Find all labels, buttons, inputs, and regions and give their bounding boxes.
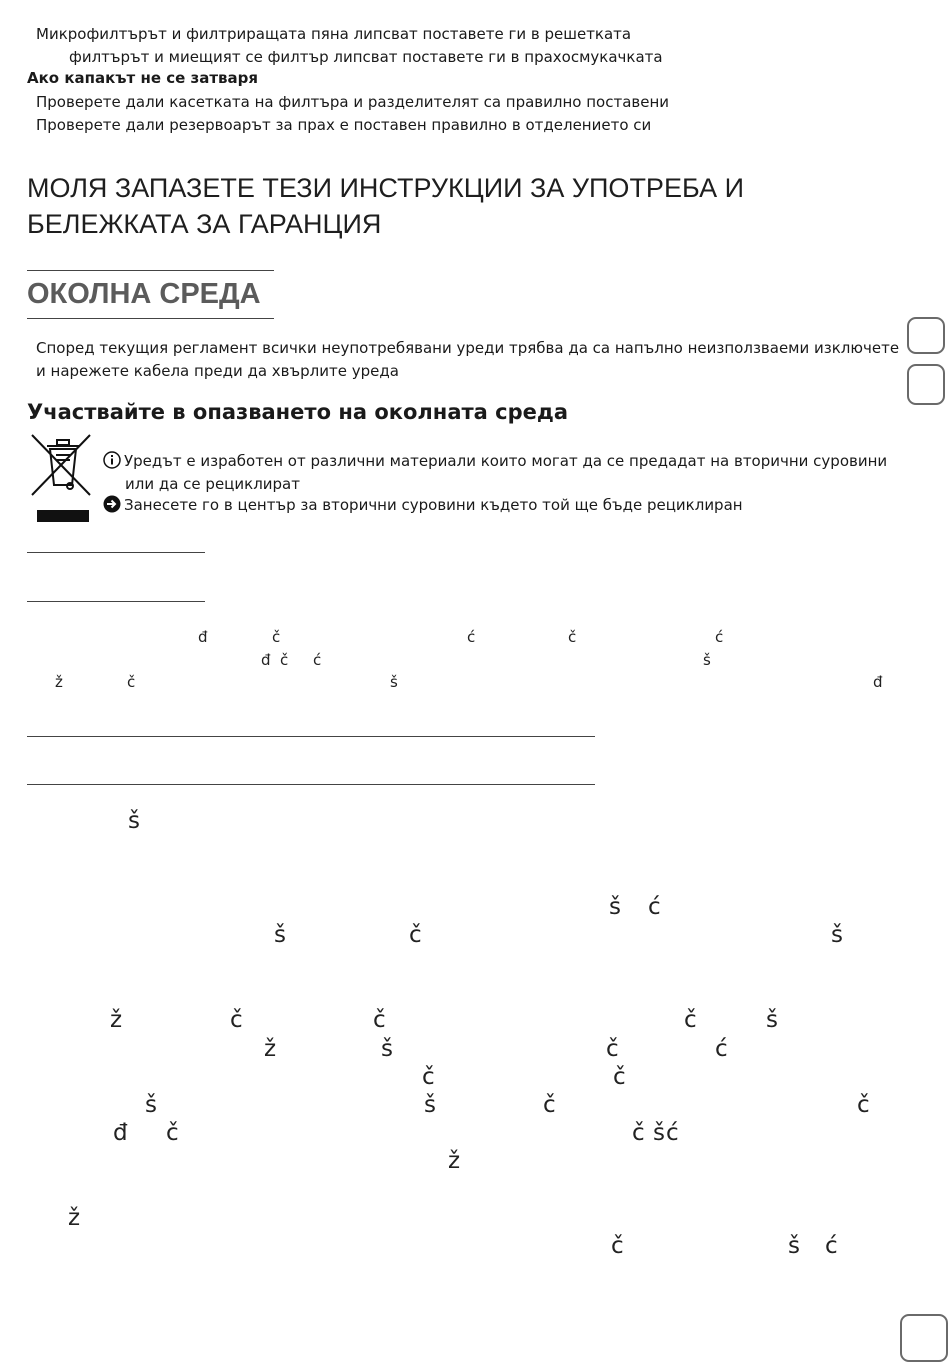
stray-glyph: č	[272, 628, 281, 646]
stray-glyph: č	[422, 1064, 435, 1090]
stray-glyph: ć	[825, 1233, 838, 1259]
stray-glyph: ć	[715, 628, 724, 646]
stray-glyph: ć	[648, 894, 661, 920]
env-title-rule-top	[27, 270, 274, 271]
stray-glyph: đ	[113, 1120, 128, 1146]
stray-glyph: č	[857, 1092, 870, 1118]
recycling-item-2	[103, 494, 743, 519]
stray-glyph: ž	[110, 1007, 123, 1033]
stray-glyph: š	[128, 808, 140, 834]
crossed-out-wheelie-bin-icon	[28, 433, 94, 525]
stray-glyph: š	[390, 673, 398, 691]
troubleshoot-line-3: Проверете дали касетката на филтъра и разделителят са правилно поставени	[36, 93, 670, 111]
stray-glyph: š	[381, 1036, 393, 1062]
stray-glyph: ć	[666, 1120, 679, 1146]
stray-glyph: č	[166, 1120, 179, 1146]
stray-glyph: ć	[715, 1036, 728, 1062]
stray-glyph: š	[145, 1092, 157, 1118]
stray-glyph: č	[606, 1036, 619, 1062]
stray-glyph: č	[543, 1092, 556, 1118]
stray-glyph: ž	[68, 1205, 81, 1231]
regulation-para-line-2: и нарежете кабела преди да хвърлите уреда	[36, 362, 399, 380]
stray-glyph: đ	[198, 628, 208, 646]
environment-title: ОКОЛНА СРЕДА	[27, 278, 261, 310]
page-number-box[interactable]	[900, 1314, 948, 1362]
stray-glyph: ć	[467, 628, 476, 646]
circled-arrow-right-icon	[103, 495, 121, 519]
stray-glyph: ž	[55, 673, 63, 691]
stray-glyph: š	[609, 894, 621, 920]
stray-glyph: ž	[448, 1148, 461, 1174]
page-tab[interactable]	[907, 364, 945, 405]
stray-glyph: č	[230, 1007, 243, 1033]
stray-glyph: č	[373, 1007, 386, 1033]
troubleshoot-line-4: Проверете дали резервоарът за прах е поставен правилно в отделението си	[36, 116, 652, 134]
recycling-item-1	[103, 450, 887, 475]
stray-glyph: č	[409, 922, 422, 948]
stray-glyph: č	[632, 1120, 645, 1146]
stray-glyph: š	[766, 1007, 778, 1033]
lid-heading: Ако капакът не се затваря	[27, 69, 259, 87]
stray-glyph: ž	[264, 1036, 277, 1062]
stray-glyph: š	[653, 1120, 665, 1146]
stray-glyph: š	[703, 651, 711, 669]
stray-glyph: đ	[873, 673, 883, 691]
stray-glyph: ć	[313, 651, 322, 669]
stray-glyph: č	[611, 1233, 624, 1259]
env-title-rule-bottom	[27, 318, 274, 319]
stray-glyph: š	[424, 1092, 436, 1118]
page-tab[interactable]	[907, 317, 945, 354]
stray-glyph: đ	[261, 651, 271, 669]
stray-glyph: š	[788, 1233, 800, 1259]
divider	[27, 736, 595, 737]
recycling-item-2-text: Занесете го в център за вторични суровини където той ще бъде рециклиран	[124, 496, 743, 514]
keep-instructions-notice: МОЛЯ ЗАПАЗЕТЕ ТЕЗИ ИНСТРУКЦИИ ЗА УПОТРЕБА И БЕЛЕЖКАТА ЗА ГАРАНЦИЯ	[27, 173, 744, 239]
stray-glyph: č	[280, 651, 289, 669]
troubleshoot-line-1: Микрофилтърът и филтриращата пяна липсват поставете ги в решетката	[36, 25, 632, 43]
stray-glyph: č	[127, 673, 136, 691]
stray-glyph: č	[568, 628, 577, 646]
divider	[27, 601, 205, 602]
recycling-item-1-line-2: или да се рециклират	[125, 475, 300, 493]
stray-glyph: č	[613, 1064, 626, 1090]
troubleshoot-line-2: филтърът и миещият се филтър липсват поставете ги в прахосмукачката	[69, 48, 663, 66]
divider	[27, 552, 205, 553]
divider	[27, 784, 595, 785]
stray-glyph: č	[684, 1007, 697, 1033]
regulation-para-line-1: Според текущия регламент всички неупотребявани уреди трябва да са напълно неизползваеми изключете	[36, 339, 900, 357]
info-circle-icon	[103, 451, 121, 475]
recycling-item-1-text: Уредът е изработен от различни материали които могат да се предадат на вторични суровини	[124, 452, 888, 470]
stray-glyph: š	[831, 922, 843, 948]
stray-glyph: š	[274, 922, 286, 948]
environment-subtitle: Участвайте в опазването на околната среда	[27, 400, 568, 424]
